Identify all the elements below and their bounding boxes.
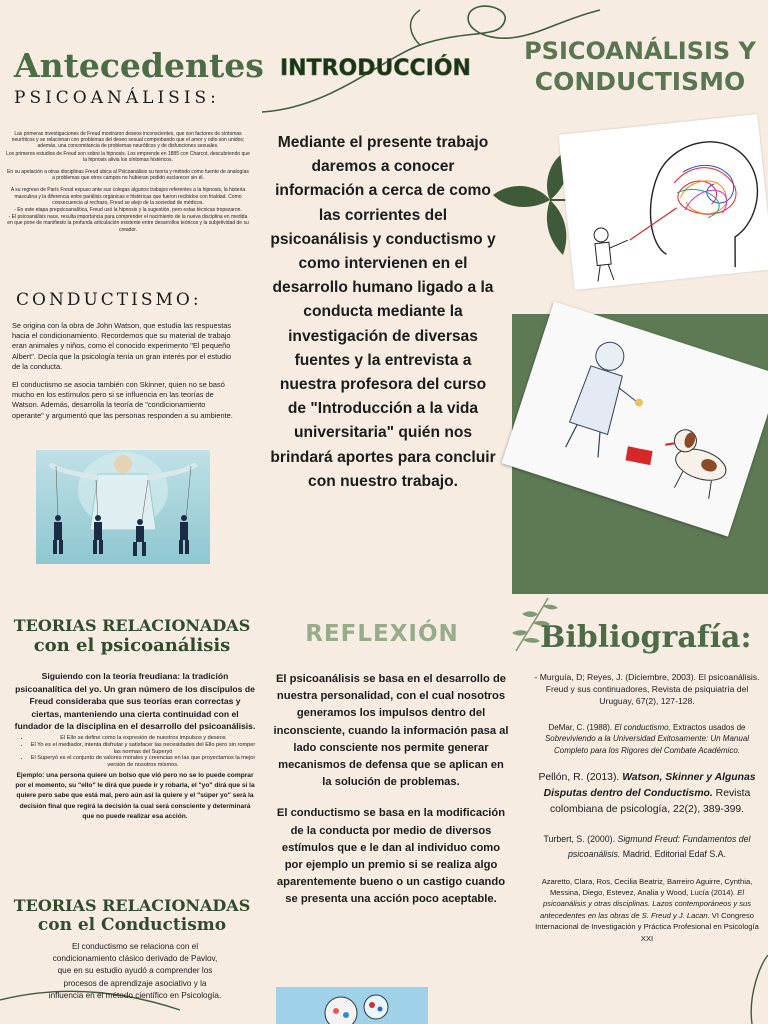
- teorias-conduct-body: El conductismo se relaciona con el condicionamiento clásico derivado de Pavlov, que en su estudio ayudó a comprender los procesos de aprendizaje asociativo y la influencia en el método científico en Psicología.: [48, 942, 222, 1000]
- ref-pellon-b: Watson, Skinner y Algunas Disputas dentro del Conductismo.: [543, 772, 756, 800]
- psico-conductismo-title: [512, 36, 768, 98]
- psico-conductismo-title-line1: PSICOANÁLISIS Y: [524, 37, 756, 65]
- vine-bottom-right: [751, 955, 768, 1024]
- teorias-psico-title-line2: con el psicoanálisis: [33, 635, 231, 656]
- bullet-superyo: • El Superyó es el conjunto de valores morales y creencias en las que proyectamos la mejor versión de nosotros mismos.: [30, 755, 256, 769]
- conductismo-p2: El conductismo se asocia también con Skinner, quien no se basó mucho en los estímulos pero si se influencia en las teorías de Watson. Además, desarrolla la teoría de "condicionamiento operante" y argumentó que las personas responden a su ambiente.: [12, 380, 233, 420]
- introduccion-title: INTRODUCCIÓN: [280, 56, 471, 81]
- teorias-conduct-title-line2: con el Conductismo: [37, 915, 227, 935]
- ref-demar: [532, 722, 762, 757]
- psico-conductismo-title-line2: CONDUCTISMO: [534, 67, 746, 96]
- ref-azaretto-b: El psicoanálisis y otras disciplinas. Lazos contemporáneos y sus antecedentes en las obras de S. Freud y J. Lacan.: [539, 887, 752, 920]
- antecedentes-p1: Las primeras investigaciones de Freud mostraron deseos inconscientes, que son factores de síntomas neuróticos y se relacionan con problemas del deseo sexual comprobando que el amor y odio son unidos; además, una concomitancia de problemas neuróticos y de disfunciones sexuales.: [11, 131, 245, 150]
- conductismo-body: [12, 321, 234, 421]
- bullet-yo: • El Yo es el mediador, intenta disfrutar y satisfacer las necesidades del Ello pero sin romper las normas del Superyó: [30, 742, 256, 756]
- teorias-psico-body: [14, 670, 256, 822]
- antecedentes-subtitle: PSICOANÁLISIS:: [14, 88, 220, 108]
- reflexion-p1: El psicoanálisis se basa en el desarrollo de nuestra personalidad, con el cual nosotros generamos los impulsos dentro del inconsciente, cuando la información pasa al lado consciente nos permite generar mecanismos de defensa que se aplican en la solución de problemas.: [273, 673, 509, 789]
- brain-thumbnail-image: [276, 987, 428, 1024]
- ref-azaretto-a: Azaretto, Clara, Ros, Cecilia Beatriz, Barreiro Aguirre, Cynthia, Messina, Diego, Estevez, Analia y Wood, Lucía (2014).: [541, 876, 753, 897]
- ref-demar-c: . Extractos usados de: [668, 722, 746, 732]
- antecedentes-p5: - En este etapa prepsicoanalítica, Freud usó la hipnosis y la sugestión, pero estas técnicas tropezaron.: [14, 207, 242, 214]
- bibliografia-list: [532, 671, 762, 958]
- ref-azaretto: [532, 876, 762, 944]
- antecedentes-p3: En su apelación a otras disciplinas Freud ubica al Psicoanálisis su teoría y método como fuente de analogías a problemas que otros campos no hubieran podido esclarecer sin él.: [7, 169, 249, 182]
- brain-thumbnail-illustration: [276, 987, 428, 1024]
- teorias-psico-example: Ejemplo: una persona quiere un bolso que vió pero no se lo puede comprar por el momento, su "ello" le dirá que puede ir y robarla, el "yo" dirá que si la quiere pero sabe que está mal, pero aún así la quiere y el "súper yo" será la decisión final que regirá la decisión la cual será consciente y determinará que no puede realizar esa acción.: [15, 771, 255, 820]
- bibliografia-title: Bibliografía:: [540, 620, 752, 655]
- teorias-psico-intro: Siguiendo con la teoría freudiana: la tradición psicoanalítica del yo. Un gran número de los discípulos de Freud consideraba que sus teorías eran correctas y ciertas, manteniendo una cierta continuidad con el fundador de la disciplina en el desarrollo del psicoanálisis.: [14, 671, 256, 732]
- antecedentes-p2: Los primeros estudios de Freud son sobre la hipnosis. Los emprende en 1885 con Charcot, descubriendo que la hipnosis alivia los síntomas histéricos.: [6, 150, 250, 163]
- puppeteer-illustration: [36, 450, 210, 564]
- reflexion-title: REFLEXIÓN: [305, 621, 459, 647]
- ref-demar-a: DeMar, C. (1988).: [548, 722, 615, 732]
- ref-turbert-a: Turbert, S. (2000).: [543, 834, 618, 845]
- brain-drawing-illustration: [558, 114, 768, 290]
- puppeteer-image: [36, 450, 210, 564]
- ref-pellon: [532, 770, 762, 818]
- reflexion-p2: El conductismo se basa en la modificación de la conducta por medio de diversos estímulos que e le dan al individuo como por ejemplo un premio si se realiza algo aparentemente bueno o un castigo cuando se presenta una acción poco aceptable.: [276, 807, 506, 906]
- ref-turbert: [532, 832, 762, 861]
- ref-azaretto-c: VI Congreso Internacional de Investigación y Práctica Profesional en Psicología XXI: [535, 910, 759, 943]
- ref-turbert-b: Sigmund Freud: Fundamentos del psicoanálisis.: [568, 834, 751, 859]
- antecedentes-p4: A su regreso de París Freud expuso ante sus colegas algunos trabajos referentes a la hipnosis, la histeria masculina y la diferencia entre parálisis orgánicas e histéricas que fueron recibidos con frialdad. Como consecuencia al rechazo, Freud se alejo de la sociedad de médicos.: [10, 187, 246, 206]
- conductismo-title: CONDUCTISMO:: [16, 290, 202, 310]
- ref-pellon-c: Revista colombiana de psicología, 22(2), 389-399.: [549, 788, 751, 816]
- teorias-psico-title: [8, 617, 256, 657]
- ref-turbert-c: Madrid. Editorial Edaf S.A.: [620, 848, 726, 859]
- reflexion-body: [272, 671, 510, 909]
- teorias-conduct-title-line1: TEORIAS RELACIONADAS: [13, 896, 251, 915]
- teorias-psico-title-line1: TEORIAS RELACIONADAS: [13, 616, 251, 635]
- teorias-psico-bullets: [14, 735, 256, 769]
- teorias-conduct-title: [8, 896, 256, 936]
- ref-pellon-a: Pellón, R. (2013).: [538, 772, 623, 784]
- antecedentes-p6: - El psicoanálisis nace, resulta importancia para comprender el nacimiento de la nueva disciplina en medida en que pone de manifiesto la profunda articulación existente entre desarrollos teóricos y la subjetividad de su creador.: [7, 214, 249, 233]
- vine-top-leaf: [411, 10, 420, 45]
- conductismo-p1: Se origina con la obra de John Watson, que estudia las respuestas hacia el condicionamiento. Recordemos que su material de trabajo eran animales y niños, como el conocido experimento "El pequeño Albert". Decía que la psicología tenía un gran interés por el estudio de la conducta.: [12, 321, 232, 371]
- ref-demar-b: El conductismo: [614, 722, 669, 732]
- antecedentes-body: [6, 131, 250, 233]
- ref-demar-d: Sobreviviendo a la Universidad Exitosamente: Un Manual Completo para los Rigores del Combate Académico.: [544, 734, 750, 755]
- brain-drawing-image: [558, 114, 768, 290]
- bullet-ello: • El Ello se define como la expresión de nuestros impulsos y deseos: [30, 735, 256, 742]
- antecedentes-title: Antecedentes: [14, 46, 264, 85]
- introduccion-body: Mediante el presente trabajo daremos a conocer información a cerca de como las corrientes del psicoanálisis y conductismo y como intervienen en el desarrollo humano ligado a la conducta mediante la investigación de diversas fuentes y la entrevista a nuestra profesora del curso de "Introducción a la vida universitaria" quién nos brindará aportes para concluir con nuestro trabajo.: [270, 134, 496, 490]
- ref-murguia: - Murguía, D; Reyes, J. (Diciembre, 2003). El psicoanálisis. Freud y sus continuadores, Revista de psiquiatría del Uruguay, 67(2), 127-128.: [534, 672, 760, 707]
